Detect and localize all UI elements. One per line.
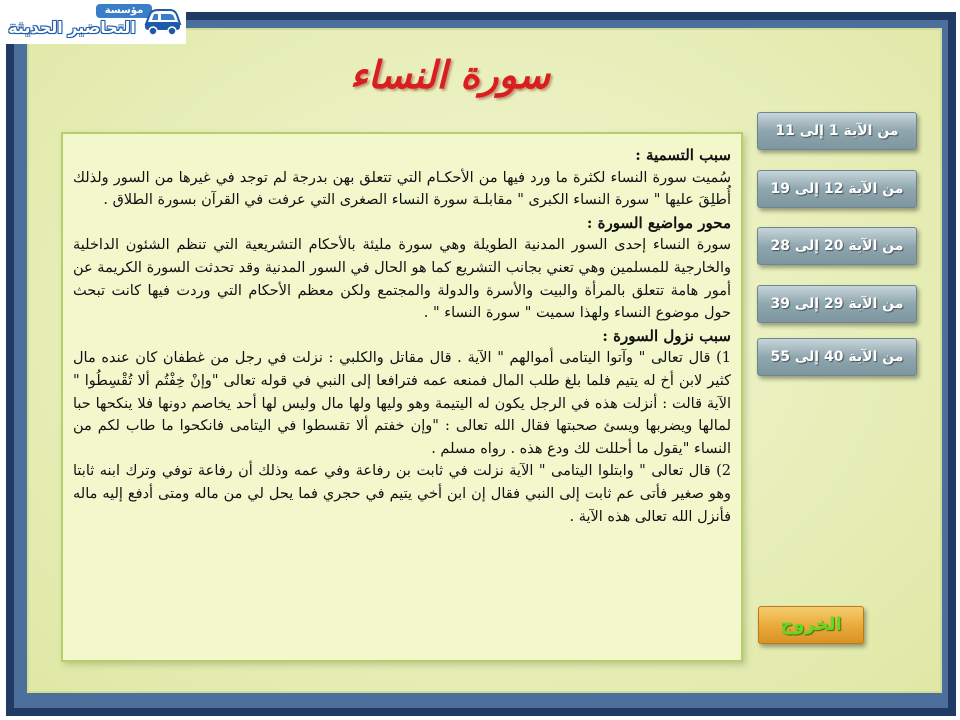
- car-icon: [142, 2, 182, 38]
- nav-button-verses-1-11[interactable]: من الآية 1 إلى 11: [757, 112, 917, 150]
- section-heading-naming: سبب التسمية :: [635, 146, 731, 164]
- nav-button-verses-40-55[interactable]: من الآية 40 إلى 55: [757, 338, 917, 376]
- logo-bottom-text: التحاضير الحديثة: [8, 18, 136, 37]
- section-heading-revelation: سبب نزول السورة :: [602, 326, 731, 345]
- paragraph-revelation-2: 2) قال تعالى " وابتلوا اليتامى " الآية نزلت في ثابت بن رفاعة وفي عمه وذلك أن رفاعة توفي وترك ابنه ثابتا وهو صغير فأتى عم ثابت إلى النبي فقال إن ابن أخي يتيم في حجري فما يحل لي من ماله ومتى أدفع إليه ماله فأنزل الله تعالى هذه الآية .: [73, 463, 731, 525]
- content-panel: [61, 132, 743, 662]
- nav-button-verses-29-39[interactable]: من الآية 29 إلى 39: [757, 285, 917, 323]
- logo-top-text: مؤسسة: [96, 4, 152, 18]
- paragraph-revelation-1: 1) قال تعالى " وآتوا اليتامى أموالهم " الآية . قال مقاتل والكلبي : نزلت في رجل من غطفان كان عنده مال كثير لابن أخ له يتيم فلما بلغ طلب المال فمنعه عمه فترافعا إلى النبي في قوله تعالى "وإنْ خِفْتُم ألا تُقْسِطُوا " الآية قالت : أنزلت هذه في الرجل يكون له اليتيمة وهو وليها ولها مال وليس لها أحد يخاصم دونها فلا ينكحها حبا لمالها ويضربها ويسئ صحبتها فقال الله تعالى : "وإن خفتم ألا تقسطوا في اليتامى فانكحوا ما طاب لكم من النساء "يقول ما أحللت لك ودع هذه . رواه مسلم .: [73, 350, 731, 457]
- paragraph-naming: سُميت سورة النساء لكثرة ما ورد فيها من الأحكـام التي تتعلق بهن بدرجة لم توجد في غيرها من السور ولذلك أُطلِقَ عليها " سورة النساء الكبرى " مقابلـة سورة النساء الصغرى التي عرفت في القرآن بسورة الطلاق .: [73, 169, 731, 209]
- nav-button-verses-20-28[interactable]: من الآية 20 إلى 28: [757, 227, 917, 265]
- nav-button-verses-12-19[interactable]: من الآية 12 إلى 19: [757, 170, 917, 208]
- exit-button[interactable]: الخروج: [758, 606, 864, 644]
- section-heading-topics: محور مواضيع السورة :: [586, 213, 731, 232]
- page-title: سورة النساء: [350, 52, 550, 97]
- paragraph-topics: سورة النساء إحدى السور المدنية الطويلة وهي سورة مليئة بالأحكام التشريعية التي تنظم الشئون الداخلية والخارجية للمسلمين وهي تعني بجانب التشريع كما هو الحال في السور المدنية وقد تحدثت السورة الكريمة عن أمور هامة تتعلق بالمرأة والبيت والأسرة والدولة والمجتمع ولكن معظم الأحكام التي وردت فيها كانت تبحث حول موضوع النساء ولهذا سميت " سورة النساء " .: [73, 237, 731, 322]
- publisher-logo: [0, 0, 186, 44]
